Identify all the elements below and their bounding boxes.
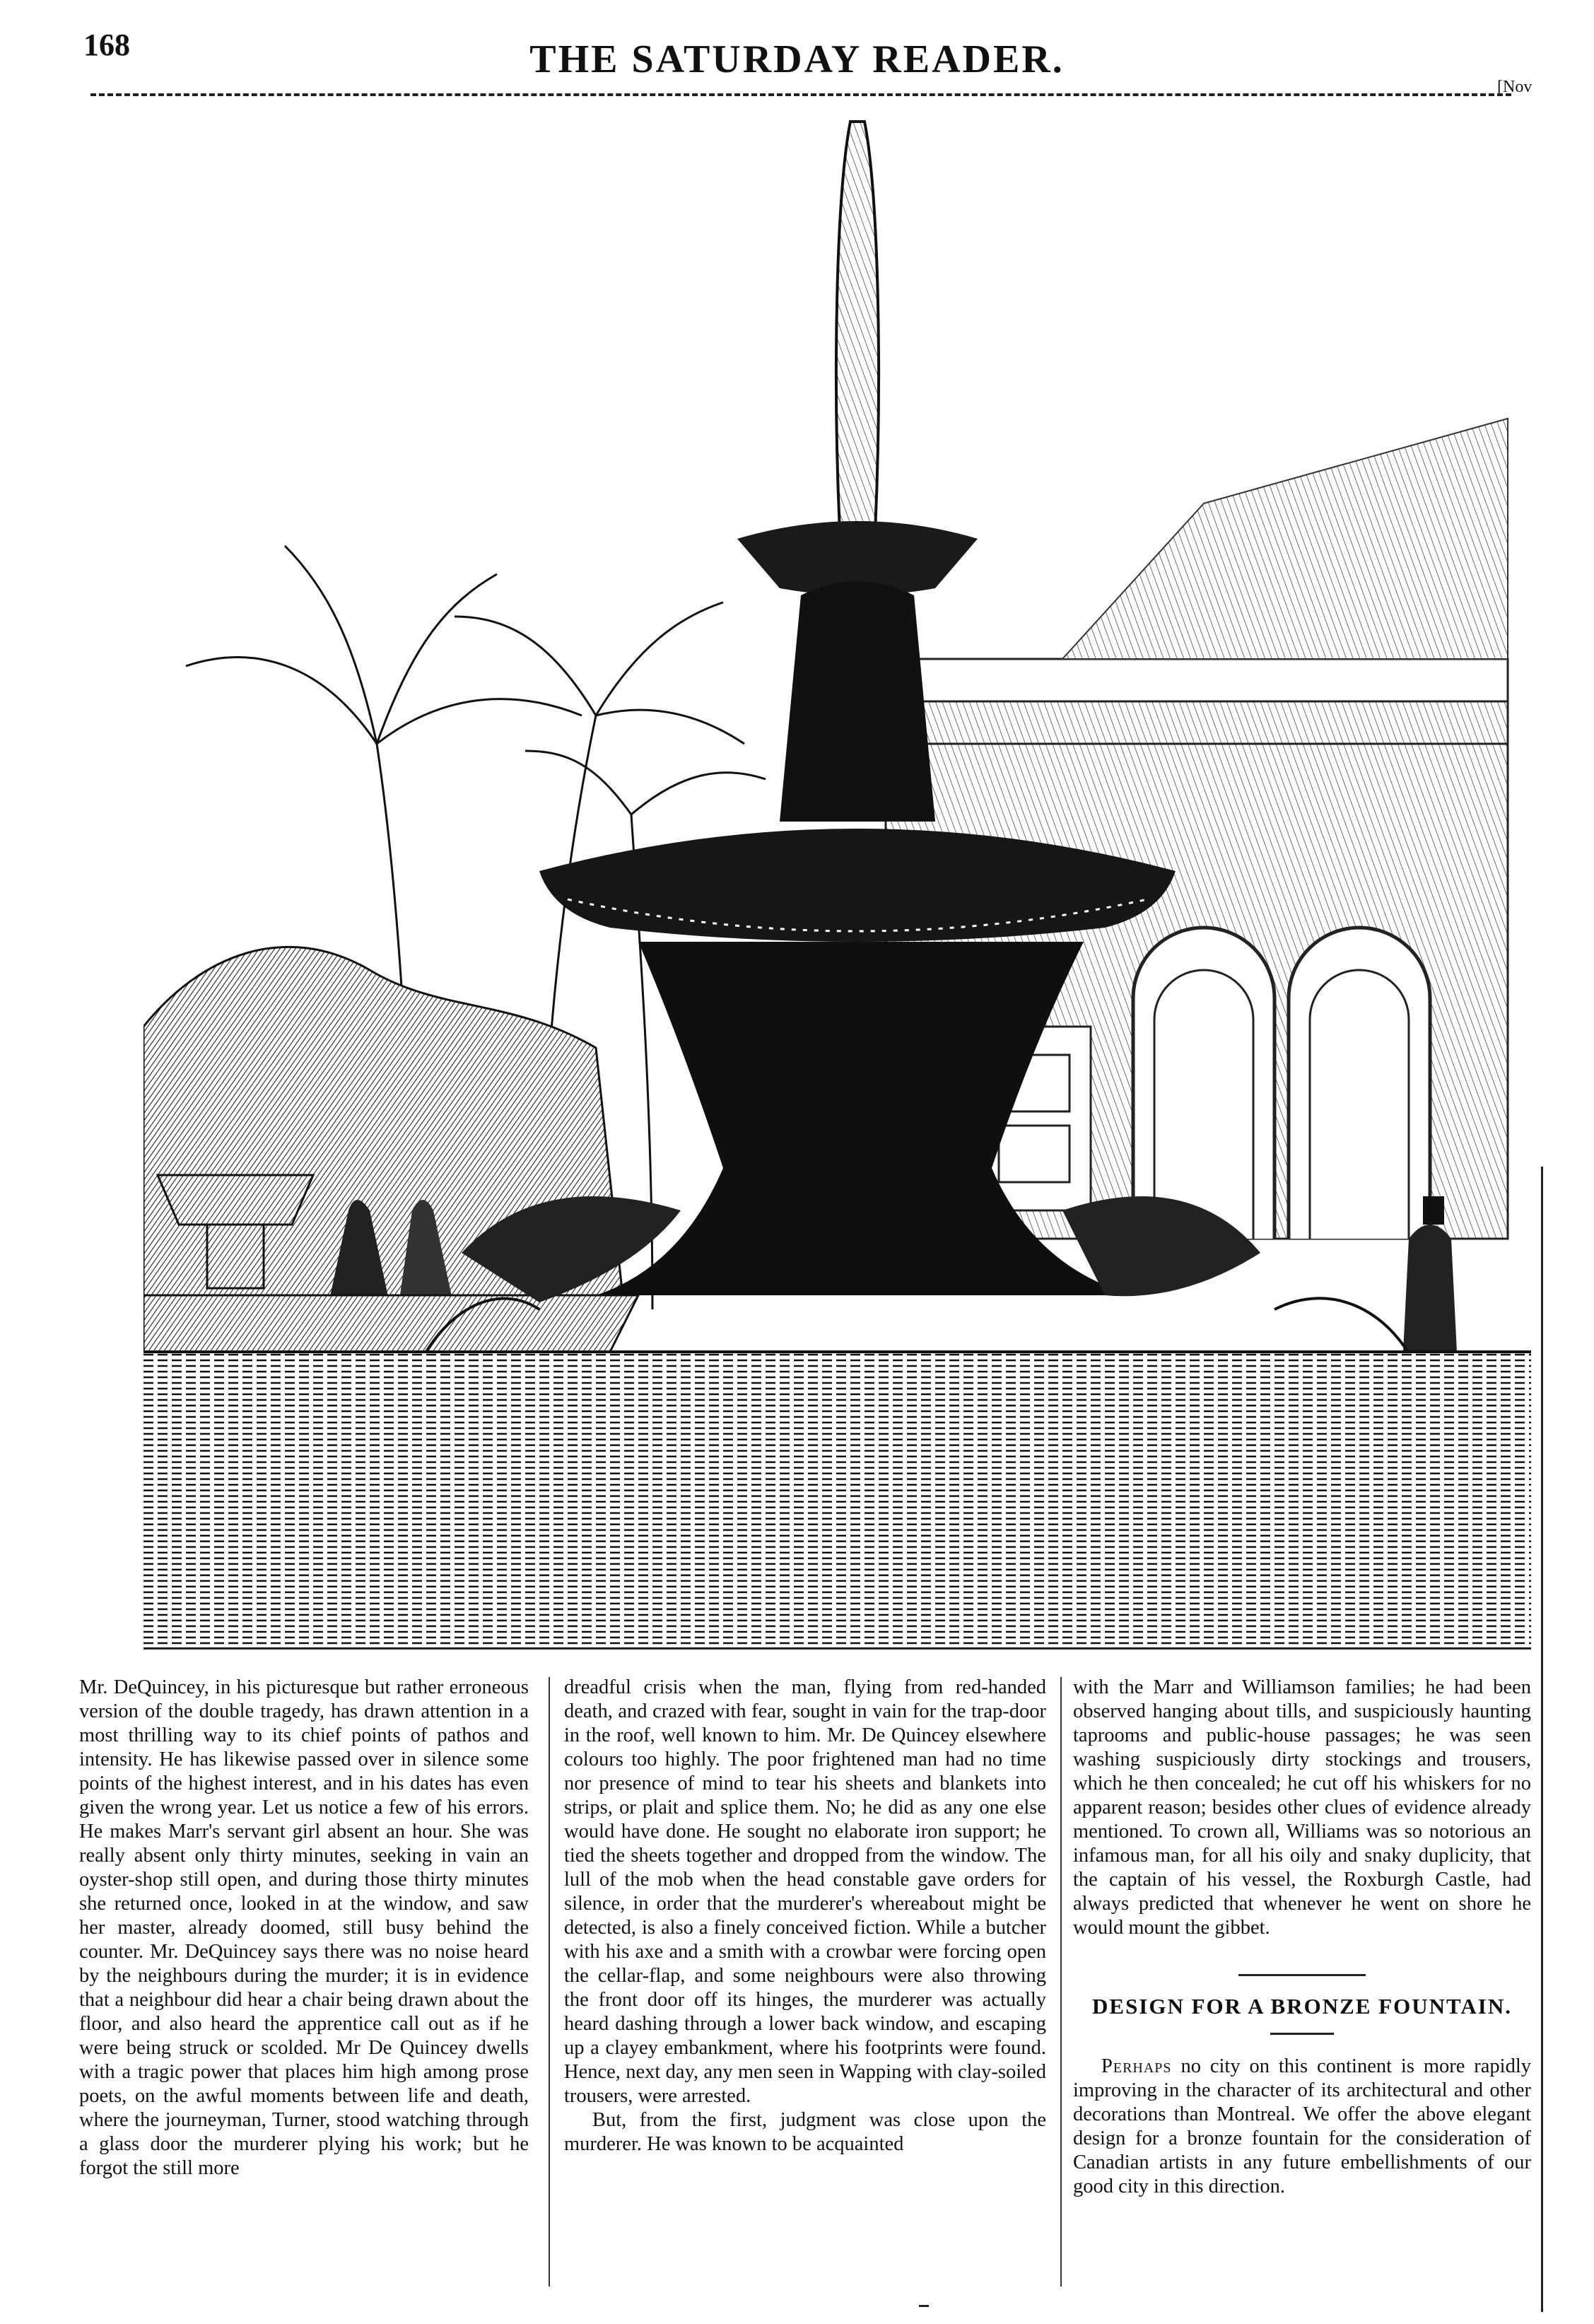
column-divider [1060,1677,1062,2287]
date-fragment: [Nov [1497,78,1533,96]
section-rule [1238,1974,1366,1976]
page-edge-rule [1541,1167,1543,2312]
article-column-3 [1073,1676,1531,2199]
article-paragraph: Mr. DeQuincey, in his picturesque but rather erroneous version of the double tragedy, has drawn attention in a most thrilling way to its chief points of pathos and intensity. He has likewise passed over in silence some points of the highest interest, and in his dates has even given the wrong year. Let us notice a few of his errors. He makes Marr's servant girl absent an hour. She was really absent only thirty minutes, seeking in vain an oyster-shop still open, and during those thirty minutes she returned once, looked in at the window, and saw her master, already doomed, still busy behind the counter. Mr. DeQuincey says there was no noise heard by the neighbours during the murder; it is in evidence that a neighbour did hear a chair being drawn about the floor, and also heard the apprentice call out as if he were being struck or scolded. Mr De Quincey dwells with a tragic power that places him high among prose poets, on the awful moments between life and death, where the journeyman, Turner, stood watching through a glass door the murderer plying his work; but he forgot the still more [79,1676,529,2179]
section-title: DESIGN FOR A BRONZE FOUNTAIN. [1092,1994,1512,2019]
article-column-2 [564,1676,1046,2156]
fountain-engraving [143,107,1531,1649]
article-column-1 [79,1676,529,2180]
page-number: 168 [83,28,130,62]
header-rule [90,93,1511,96]
column-divider [549,1677,550,2287]
section-lead-word: Perhaps [1101,2055,1172,2077]
section-paragraph [1073,2055,1531,2199]
section-body: no city on this continent is more rapidly improving in the character of its architectural and other decorations than Montreal. We offer the above elegant design for a bronze fountain for the consideration of Canadian artists in any future embellishments of our good city in this direction. [1073,2055,1531,2197]
fountain-engraving-svg [143,107,1531,1647]
bottom-mark [919,2305,929,2307]
section-rule-short [1270,2033,1334,2035]
article-paragraph: with the Marr and Williamson families; he had been observed hanging about tills, and suspiciously haunting taprooms and public-house passages; he was seen washing suspiciously dirty stockings and trousers, which he then concealed; he cut off his whiskers for no apparent reason; besides other clues of evidence already mentioned. To crown all, Williams was so notorious an infamous man, for all his oily and snaky duplicity, that the captain of his vessel, the Roxburgh Castle, had always predicted that whenever he went on shore he would mount the gibbet. [1073,1676,1531,1939]
masthead-title: THE SATURDAY READER. [529,37,1065,81]
article-paragraph: dreadful crisis when the man, flying from red-handed death, and crazed with fear, sought in vain for the trap-door in the roof, well known to him. Mr. De Quincey elsewhere colours too highly. The poor frightened man had no time nor presence of mind to tear his sheets and blankets into strips, or plait and splice them. No; he did as any one else would have done. He sought no elaborate iron support; he tied the sheets together and dropped from the window. The lull of the mob when the head constable gave orders for silence, in order that the murderer's whereabout might be detected, is also a finely conceived fiction. While a butcher with his axe and a smith with a crowbar were forcing open the cellar-flap, and some neighbours were also throwing the front door off its hinges, the murderer was actually heard dashing through a lower back window, and escaping up a clayey embankment, where his footprints were found. Hence, next day, any men seen in Wapping with clay-soiled trousers, were arrested. [564,1676,1046,2107]
article-paragraph: But, from the first, judgment was close upon the murderer. He was known to be acquainted [564,2109,1046,2155]
